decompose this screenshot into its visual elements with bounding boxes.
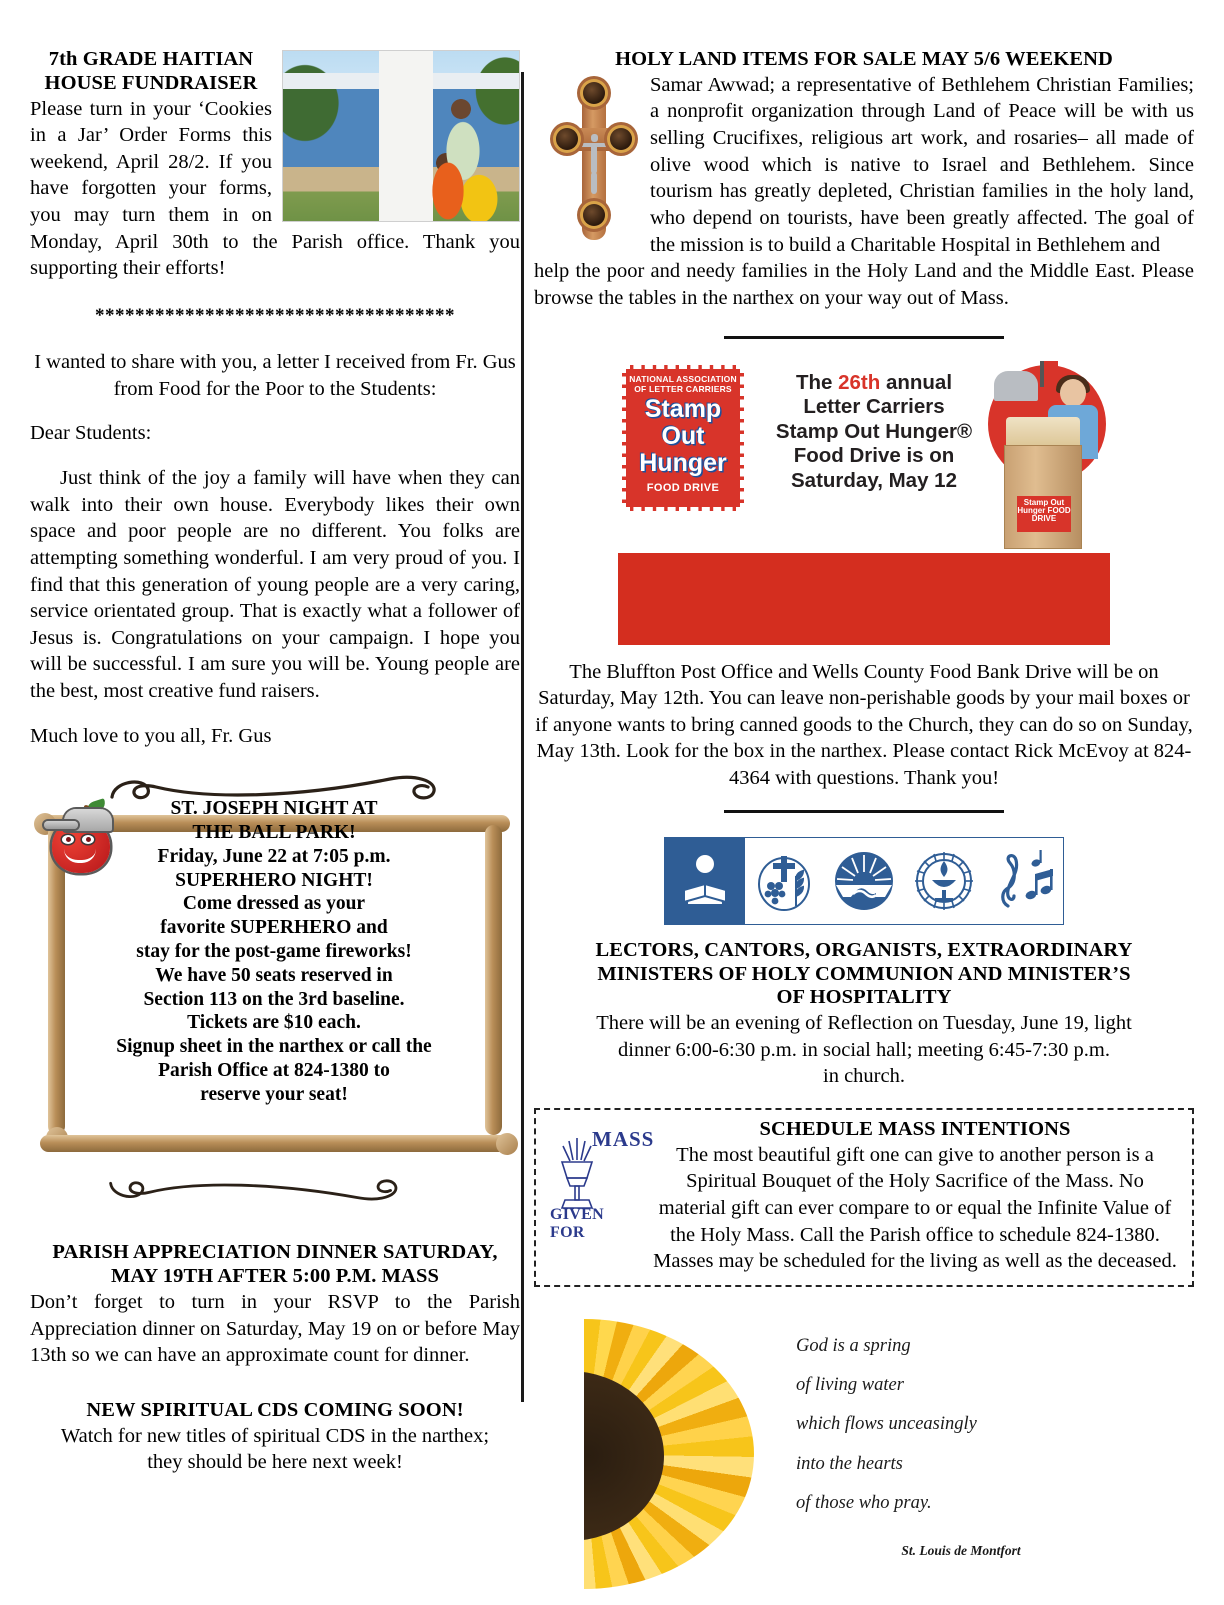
appreciation-title-line2: MAY 19TH AFTER 5:00 P.M. MASS: [110, 1265, 440, 1288]
ministries-title-line3: OF HOSPITALITY: [776, 986, 952, 1009]
stamp-word-1: Stamp: [644, 394, 722, 423]
left-column: [30, 48, 520, 1476]
holy-land-title: HOLY LAND ITEMS FOR SALE MAY 5/6 WEEKEND: [615, 48, 1113, 70]
ballpark-line11: Signup sheet in the narthex or call the: [116, 1036, 432, 1058]
cds-line1: Watch for new titles of spiritual CDS in the narthex;: [60, 1424, 490, 1447]
sunflower-image: [584, 1309, 764, 1599]
mass-intentions-box: [534, 1108, 1194, 1287]
cds-section: [30, 1399, 520, 1476]
quote-attribution: St. Louis de Montfort: [901, 1543, 1021, 1559]
quote-line3: which flows unceasingly: [796, 1414, 977, 1435]
quote-text: [796, 1327, 1126, 1566]
ministry-icon-cell-lector: [665, 838, 745, 924]
ballpark-line1: ST. JOSEPH NIGHT AT: [170, 798, 378, 820]
bat-bottom-knob: [496, 1133, 518, 1155]
stamp-food-drive: FOOD DRIVE: [646, 482, 720, 495]
ballpark-line3: Friday, June 22 at 7:05 p.m.: [157, 845, 391, 867]
letter-closing: Much love to you all, Fr. Gus: [30, 724, 272, 747]
banner-artwork: [978, 361, 1108, 551]
banner-headline: [768, 371, 980, 494]
letter-body: Just think of the joy a family will have when they can walk into their own house. Everybody likes their own space and poor people are no different. You folks are attempting something wonderful. I am very proud of you. I find that this generation of young people are a very caring, service orientated group. That is exactly what a follower of Jesus is. Congratulations on your campaign. I hope you will be successful. I am sure you will be. Young people are the best, most creative fund raisers.: [30, 466, 520, 703]
letter-salutation: Dear Students:: [30, 422, 152, 445]
right-column: [534, 48, 1194, 1605]
bat-bottom: [40, 1135, 510, 1152]
mass-logo-sub: GIVEN FOR: [550, 1205, 604, 1241]
nalc-line2: OF LETTER CARRIERS: [634, 383, 732, 394]
ministry-icon-cell-sunrise-handshake: [824, 838, 904, 924]
ballpark-line10: Tickets are $10 each.: [187, 1012, 361, 1034]
banner-red-bar: [618, 553, 1110, 645]
stamp-word-3: Hunger: [639, 449, 727, 478]
mass-intentions-title: SCHEDULE MASS INTENTIONS: [759, 1117, 1071, 1140]
haitian-fundraiser-section: [30, 48, 520, 282]
music-notes-icon: [990, 850, 1056, 912]
bag-stamp-label: Stamp Out Hunger FOOD DRIVE: [1017, 496, 1071, 532]
ballpark-line7: stay for the post-game fireworks!: [136, 941, 412, 963]
headline-number: 26th: [838, 370, 881, 394]
cross-wheat-grapes-icon: [753, 850, 815, 912]
quote-line5: of those who pray.: [796, 1492, 932, 1513]
flame-chalice-icon: [913, 850, 975, 912]
appreciation-section: [30, 1241, 520, 1368]
cds-line2: they should be here next week!: [147, 1451, 403, 1474]
grocery-bag-icon: [1004, 445, 1082, 549]
sunrise-handshake-icon: [831, 850, 897, 912]
ministry-icon-cell-music: [983, 838, 1063, 924]
headline-line5: Saturday, May 12: [791, 468, 957, 492]
ministries-body-line2: dinner 6:00-6:30 p.m. in social hall; meeting 6:45-7:30 p.m.: [618, 1038, 1110, 1061]
stamp-out-hunger-banner: [618, 357, 1110, 645]
holy-land-body: Samar Awwad; a representative of Bethlehem Christian Families; a nonprofit organization through Land of Peace will be with us selling Crucifixes, religious art work, and rosaries– all made of olive wood which is native to Israel and Bethlehem. Since tourism has greatly depleted, Christian families in the holy land, who depend on tourists, have been greatly affected. The goal of the mission is to build a Charitable Hospital in Bethlehem and: [650, 73, 1194, 256]
ballpark-line8: We have 50 seats reserved in: [155, 964, 393, 986]
mass-intentions-text: [650, 1118, 1180, 1275]
mass-intentions-body: The most beautiful gift one can give to another person is a Spiritual Bouquet of the Holy Sacrifice of the Mass. No material gift can ever compare to or equal the Infinite Value of the Holy Mass. Call the Parish office to schedule 824-1380.: [658, 1143, 1172, 1246]
stamp-out-hunger-logo: [622, 365, 744, 511]
mass-intentions-footer: Masses may be scheduled for the living as well as the deceased.: [653, 1250, 1177, 1273]
headline-line2: Letter Carriers: [803, 395, 945, 419]
ministry-icon-cell-flame-chalice: [904, 838, 984, 924]
holy-land-section: [534, 48, 1194, 312]
mass-logo-word: MASS: [592, 1126, 655, 1151]
ministry-icon-cell-cross-wheat: [745, 838, 825, 924]
ballpark-line12: Parish Office at 824-1380 to: [158, 1059, 390, 1081]
haitian-body: Please turn in your ‘Cookies in a Jar’ Order Forms this weekend, April 28/2. If you have forgotten your forms, you may turn them in on Monday, April 30th to the Parish office. Thank you supporting their efforts!: [30, 97, 520, 280]
headline-post: annual: [880, 370, 953, 394]
ballpark-line13: reserve your seat!: [200, 1083, 348, 1105]
cds-title: NEW SPIRITUAL CDS COMING SOON!: [86, 1398, 464, 1421]
column-divider: [521, 72, 524, 1402]
asterisk-divider: ************************************: [95, 305, 455, 327]
ministries-body-line1: There will be an evening of Reflection on Tuesday, June 19, light: [596, 1012, 1132, 1035]
flourish-bottom-icon: [100, 1165, 410, 1207]
appreciation-title-line1: PARISH APPRECIATION DINNER SATURDAY,: [52, 1241, 498, 1264]
headline-line3: Stamp Out Hunger®: [775, 419, 973, 443]
ballpark-text: [74, 797, 474, 1106]
holy-land-body-tail: help the poor and needy families in the Holy Land and the Middle East. Please browse the tables in the narthex on your way out of Mass.: [534, 260, 1194, 309]
ballpark-line2: THE BALL PARK!: [192, 822, 356, 844]
haitian-house-photo: [282, 50, 520, 222]
letter-intro: I wanted to share with you, a letter I received from Fr. Gus from Food for the Poor to the Students:: [34, 351, 516, 400]
ministries-body-line3: in church.: [823, 1065, 905, 1088]
ballpark-line5: Come dressed as your: [182, 893, 366, 915]
ballpark-line4: SUPERHERO NIGHT!: [175, 869, 373, 891]
haitian-title-line2: HOUSE FUNDRAISER: [44, 71, 258, 94]
ministries-title-line2: MINISTERS OF HOLY COMMUNION AND MINISTER’S: [597, 962, 1131, 985]
mailbox-icon: [994, 371, 1038, 401]
quote-line1: God is a spring: [796, 1335, 911, 1356]
headline-pre: The: [795, 370, 839, 394]
appreciation-body: Don’t forget to turn in your RSVP to the Parish Appreciation dinner on Saturday, May 19 on or before May 13th so we can have an approximate count for dinner.: [30, 1290, 520, 1367]
ballpark-line6: favorite SUPERHERO and: [160, 917, 388, 939]
food-drive-body: The Bluffton Post Office and Wells County Food Bank Drive will be on Saturday, May 12th. You can leave non-perishable goods by your mail boxes or if anyone wants to bring canned goods to the Church, they can do so on Sunday, May 13th. Look for the box in the narthex. Please contact Rick McEvoy at 824-4364 with questions. Thank you!: [535, 660, 1193, 790]
stamp-word-2: Out: [661, 421, 705, 450]
sunflower-quote-block: [584, 1305, 1144, 1605]
quote-line4: into the hearts: [796, 1453, 903, 1474]
ministries-section: [534, 939, 1194, 1090]
quote-line2: of living water: [796, 1375, 904, 1396]
nalc-line1: NATIONAL ASSOCIATION: [629, 373, 737, 384]
bat-right: [485, 825, 502, 1135]
ballpark-section: [30, 767, 520, 1227]
ministries-title-line1: LECTORS, CANTORS, ORGANISTS, EXTRAORDINARY: [595, 938, 1133, 961]
haitian-title-line1: 7th GRADE HAITIAN: [48, 48, 254, 70]
mass-given-for-logo: [548, 1124, 655, 1242]
ministry-icon-strip: [664, 837, 1064, 925]
headline-line4: Food Drive is on: [793, 444, 955, 468]
ballpark-line9: Section 113 on the 3rd baseline.: [143, 988, 405, 1010]
crucifix-icon: [552, 76, 636, 244]
lector-reading-icon: [674, 850, 736, 912]
